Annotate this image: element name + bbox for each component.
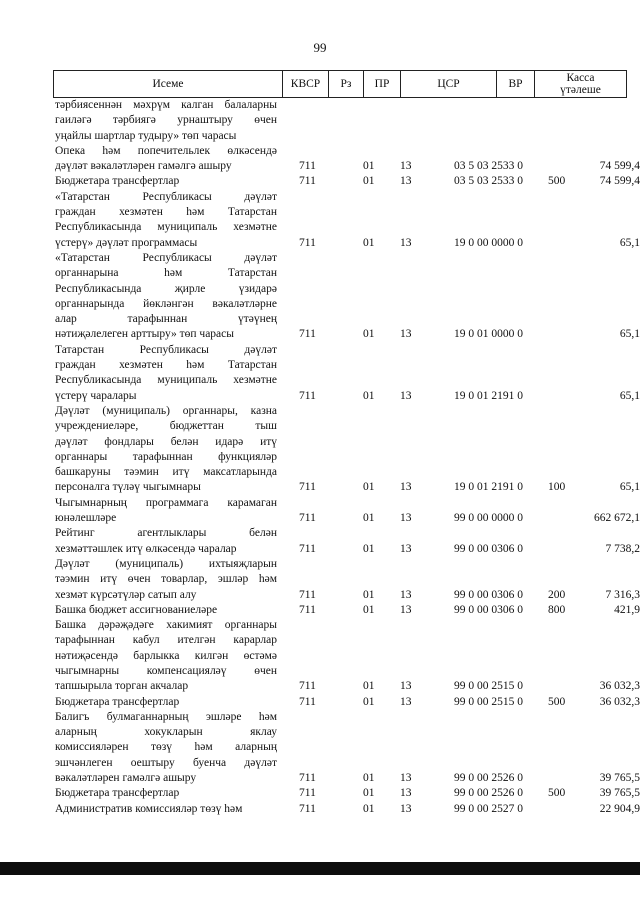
row-name-line: үстерү чаралары <box>55 389 137 402</box>
row-name-line: Бюджетара трансфертлар <box>55 787 180 800</box>
table-row <box>55 190 640 251</box>
row-name-line: алар тарафыннан үтәүнең <box>55 313 277 326</box>
row-rz: 01 <box>363 160 375 173</box>
row-kvsr: 711 <box>299 603 316 616</box>
header-kassa-line2: үтәлеше <box>560 84 601 96</box>
row-vr: 200 <box>548 588 566 601</box>
row-pr: 13 <box>400 695 412 708</box>
row-csr: 99 0 00 0306 0 <box>454 603 523 616</box>
row-kvsr: 711 <box>299 328 316 341</box>
header-rz: Рз <box>329 71 364 98</box>
header-kassa <box>535 71 627 98</box>
row-name-line: Дәүләт (муниципаль) органнары, казна <box>55 404 277 417</box>
row-sum: 7 738,2 <box>605 542 640 555</box>
row-csr: 19 0 01 2191 0 <box>454 389 523 402</box>
row-name-line: органнары тарафыннан функцияләр <box>55 450 277 463</box>
row-csr: 99 0 00 0306 0 <box>454 542 523 555</box>
row-csr: 19 0 00 0000 0 <box>454 236 523 249</box>
table-row <box>55 603 640 618</box>
row-name-line: «Татарстан Республикасы дәүләт <box>55 190 277 203</box>
row-sum: 39 765,5 <box>599 787 640 800</box>
row-name-line: Балигъ булмаганнарның эшләре һәм <box>55 710 277 723</box>
row-kvsr: 711 <box>299 680 316 693</box>
row-name-line: чыгымнарны компенсацияләү өчен <box>55 664 277 677</box>
row-pr: 13 <box>400 328 412 341</box>
row-kvsr: 711 <box>299 588 316 601</box>
row-name-line: органнарына һәм Татарстан <box>55 267 277 280</box>
row-sum: 65,1 <box>619 236 640 249</box>
row-pr: 13 <box>400 680 412 693</box>
row-pr: 13 <box>400 603 412 616</box>
row-rz: 01 <box>363 680 375 693</box>
row-kvsr: 711 <box>299 802 316 815</box>
table-row <box>55 710 640 786</box>
table-row <box>55 618 640 694</box>
row-sum: 74 599,4 <box>599 175 640 188</box>
row-vr: 800 <box>548 603 566 616</box>
row-name-line: тапшырыла торган акчалар <box>55 680 189 693</box>
row-pr: 13 <box>400 236 412 249</box>
row-name-line: эшчәнлеген оештыру буенча дәүләт <box>55 756 277 769</box>
row-rz: 01 <box>363 695 375 708</box>
table-row <box>55 496 640 527</box>
row-name-line: гаиләгә тәрбиягә урнаштыру өчен <box>55 114 277 127</box>
row-name-line: органнарында йөкләнгән вәкаләтләрне <box>55 297 277 310</box>
row-sum: 65,1 <box>619 481 640 494</box>
row-name-line: хезмәттәшлек итү өлкәсендә чаралар <box>55 542 237 555</box>
row-name-line: Рейтинг агентлыклары белән <box>55 527 277 540</box>
row-rz: 01 <box>363 772 375 785</box>
row-sum: 65,1 <box>619 328 640 341</box>
header-csr: ЦСР <box>401 71 497 98</box>
row-pr: 13 <box>400 542 412 555</box>
row-pr: 13 <box>400 512 412 525</box>
row-name-line: Опека һәм попечительлек өлкәсендә <box>55 144 277 157</box>
table-row <box>55 802 640 817</box>
row-name-line: Татарстан Республикасы дәүләт <box>55 343 277 356</box>
row-name-line: Бюджетара трансфертлар <box>55 175 180 188</box>
table-row <box>55 695 640 710</box>
row-sum: 421,9 <box>614 603 640 616</box>
row-name-line: хезмәт күрсәтүләр сатып алу <box>55 588 197 601</box>
row-pr: 13 <box>400 802 412 815</box>
row-name-line: учреждениеләре, бюджеттан тыш <box>55 420 277 433</box>
row-kvsr: 711 <box>299 695 316 708</box>
row-kvsr: 711 <box>299 175 316 188</box>
row-sum: 74 599,4 <box>599 160 640 173</box>
table-row <box>55 251 640 343</box>
table-row <box>55 786 640 801</box>
row-name-line: Административ комиссияләр төзү һәм <box>55 802 243 815</box>
row-sum: 7 316,3 <box>605 588 640 601</box>
row-sum: 39 765,5 <box>599 772 640 785</box>
row-name-line: Башка дәрәҗәдәге хакимият органнары <box>55 619 277 632</box>
row-csr: 99 0 00 2515 0 <box>454 680 523 693</box>
row-name-line: нәтиҗәсендә барлыкка килгән өстәмә <box>55 649 277 662</box>
row-kvsr: 711 <box>299 236 316 249</box>
row-name-line: Республикасында муниципаль хезмәтне <box>55 221 277 234</box>
row-name-line: тәэмин итү өчен товарлар, эшләр һәм <box>55 573 277 586</box>
row-csr: 99 0 00 2527 0 <box>454 802 523 815</box>
row-sum: 36 032,3 <box>599 695 640 708</box>
row-csr: 99 0 00 2515 0 <box>454 695 523 708</box>
row-csr: 99 0 00 0000 0 <box>454 512 523 525</box>
row-sum: 22 904,9 <box>599 802 640 815</box>
row-pr: 13 <box>400 772 412 785</box>
row-name-line: вәкаләтләрен гамәлгә ашыру <box>55 772 197 785</box>
header-vr: ВР <box>497 71 535 98</box>
row-rz: 01 <box>363 802 375 815</box>
row-csr: 19 0 01 2191 0 <box>454 481 523 494</box>
row-name-line: Башка бюджет ассигнованиеләре <box>55 603 218 616</box>
row-name-line: башкаруны тәэмин итү максатларында <box>55 466 277 479</box>
row-rz: 01 <box>363 175 375 188</box>
row-csr: 19 0 01 0000 0 <box>454 328 523 341</box>
row-kvsr: 711 <box>299 481 316 494</box>
row-name-line: Республикасында муниципаль хезмәтне <box>55 374 277 387</box>
row-sum: 36 032,3 <box>599 680 640 693</box>
row-name-line: аларның хокукларын яклау <box>55 726 277 739</box>
row-rz: 01 <box>363 481 375 494</box>
row-kvsr: 711 <box>299 160 316 173</box>
row-vr: 500 <box>548 175 566 188</box>
row-name-line: дәүләт фондлары белән идарә итү <box>55 435 277 448</box>
row-rz: 01 <box>363 542 375 555</box>
row-rz: 01 <box>363 787 375 800</box>
row-kvsr: 711 <box>299 772 316 785</box>
table-row <box>55 404 640 496</box>
table-header <box>53 70 627 98</box>
row-kvsr: 711 <box>299 389 316 402</box>
row-pr: 13 <box>400 787 412 800</box>
row-vr: 500 <box>548 695 566 708</box>
row-kvsr: 711 <box>299 542 316 555</box>
row-rz: 01 <box>363 588 375 601</box>
row-sum: 662 672,1 <box>594 512 640 525</box>
row-csr: 03 5 03 2533 0 <box>454 160 523 173</box>
row-name-line: граждан хезмәтен һәм Татарстан <box>55 206 277 219</box>
row-name-line: тәрбиясеннән мәхрүм калган балаларны <box>55 99 277 111</box>
row-rz: 01 <box>363 512 375 525</box>
row-csr: 99 0 00 0306 0 <box>454 588 523 601</box>
row-vr: 100 <box>548 481 566 494</box>
page-number: 99 <box>313 40 327 55</box>
table-row <box>55 98 640 144</box>
row-csr: 99 0 00 2526 0 <box>454 772 523 785</box>
table-row <box>55 174 640 189</box>
row-name-line: персоналга түләү чыгымнары <box>55 481 201 494</box>
row-sum: 65,1 <box>619 389 640 402</box>
row-name-line: нәтиҗәлелеген арттыру» төп чарасы <box>55 328 234 341</box>
row-rz: 01 <box>363 603 375 616</box>
header-kvsr: КВСР <box>283 71 329 98</box>
row-pr: 13 <box>400 389 412 402</box>
row-pr: 13 <box>400 481 412 494</box>
row-name-line: дәүләт вәкаләтләрен гамәлгә ашыру <box>55 160 232 173</box>
row-name-line: тарафыннан кабул ителгән карарлар <box>55 634 277 647</box>
row-pr: 13 <box>400 588 412 601</box>
row-name-line: «Татарстан Республикасы дәүләт <box>55 251 277 264</box>
row-rz: 01 <box>363 389 375 402</box>
row-csr: 99 0 00 2526 0 <box>454 787 523 800</box>
table-row <box>55 557 640 603</box>
table-row <box>55 144 640 175</box>
row-name-line: юнәлешләре <box>55 512 117 525</box>
scan-edge-bar <box>0 862 640 875</box>
row-name-line: комиссияләрен төзү һәм аларның <box>55 741 277 754</box>
row-kvsr: 711 <box>299 512 316 525</box>
header-name: Исеме <box>54 71 283 98</box>
row-pr: 13 <box>400 160 412 173</box>
row-name-line: граждан хезмәтен һәм Татарстан <box>55 359 277 372</box>
row-vr: 500 <box>548 787 566 800</box>
row-rz: 01 <box>363 328 375 341</box>
row-csr: 03 5 03 2533 0 <box>454 175 523 188</box>
row-name-line: Чыгымнарның программага карамаган <box>55 496 277 509</box>
table-row <box>55 526 640 557</box>
table-row <box>55 343 640 404</box>
table-body <box>55 98 640 817</box>
row-rz: 01 <box>363 236 375 249</box>
header-pr: ПР <box>364 71 401 98</box>
header-kassa-line1: Касса <box>566 72 595 84</box>
row-name-line: Дәүләт (муниципаль) ихтыяҗларын <box>55 557 277 570</box>
row-name-line: үстерү» дәүләт программасы <box>55 236 198 249</box>
row-name-line: Республикасында җирле үзидарә <box>55 282 277 295</box>
row-name-line: уңайлы шартлар тудыру» төп чарасы <box>55 129 237 142</box>
row-name-line: Бюджетара трансфертлар <box>55 695 180 708</box>
row-pr: 13 <box>400 175 412 188</box>
row-kvsr: 711 <box>299 787 316 800</box>
